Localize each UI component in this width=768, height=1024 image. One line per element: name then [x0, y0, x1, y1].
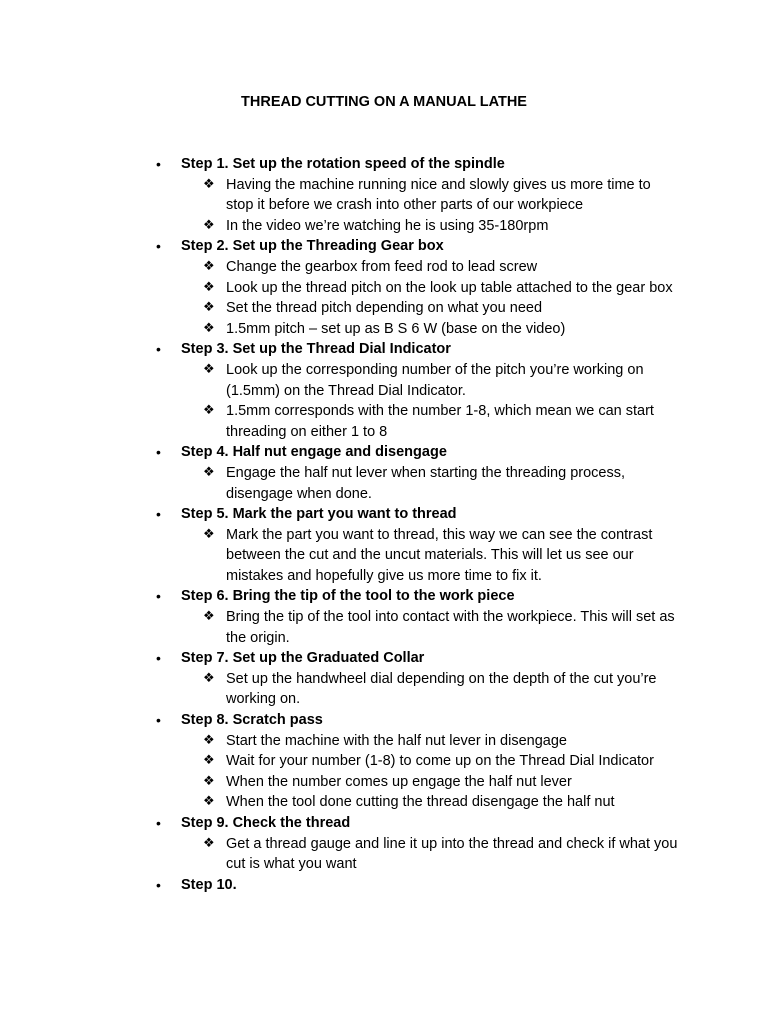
- sub-item-text: Get a thread gauge and line it up into the thread and check if what you cut is what you want: [226, 835, 678, 873]
- diamond-bullet-icon: ❖: [203, 609, 215, 625]
- bullet-icon: •: [156, 238, 161, 255]
- sub-item: [0, 834, 768, 875]
- sub-list: [0, 257, 768, 339]
- sub-item-text: When the number comes up engage the half nut lever: [226, 773, 572, 790]
- bullet-icon: •: [156, 341, 161, 358]
- step-heading: [0, 586, 768, 607]
- sub-item: [0, 731, 768, 752]
- diamond-bullet-icon: ❖: [203, 526, 215, 542]
- sub-item-text: Wait for your number (1-8) to come up on the Thread Dial Indicator: [226, 753, 654, 770]
- bullet-icon: •: [156, 876, 161, 893]
- sub-list: [0, 463, 768, 504]
- sub-list: [0, 525, 768, 587]
- sub-item: [0, 278, 768, 299]
- sub-item: [0, 792, 768, 813]
- diamond-bullet-icon: ❖: [203, 670, 215, 686]
- step-heading-text: Step 2. Set up the Threading Gear box: [181, 238, 444, 255]
- sub-list: [0, 175, 768, 237]
- diamond-bullet-icon: ❖: [203, 732, 215, 748]
- diamond-bullet-icon: ❖: [203, 300, 215, 316]
- bullet-icon: •: [156, 156, 161, 172]
- step-heading: [0, 442, 768, 463]
- diamond-bullet-icon: ❖: [203, 217, 215, 233]
- sub-item-text: Mark the part you want to thread, this way we can see the contrast between the cut and the uncut materials. This will let us see our mistakes and hopefully give us more time to fix it.: [226, 526, 653, 584]
- step-heading-text: Step 9. Check the thread: [181, 815, 351, 831]
- step-heading-text: Step 5. Mark the part you want to thread: [181, 506, 457, 523]
- step-heading-text: Step 1. Set up the rotation speed of the spindle: [181, 156, 505, 172]
- sub-item: [0, 175, 768, 216]
- bullet-icon: •: [156, 650, 161, 667]
- step-item: [0, 875, 768, 896]
- bullet-icon: •: [156, 588, 161, 605]
- sub-item-text: Having the machine running nice and slowly gives us more time to stop it before we crash into other parts of our workpiece: [226, 176, 651, 214]
- sub-item-text: When the tool done cutting the thread disengage the half nut: [226, 794, 615, 811]
- diamond-bullet-icon: ❖: [203, 403, 215, 419]
- sub-item-text: Set the thread pitch depending on what you need: [226, 300, 543, 317]
- step-heading: [0, 875, 768, 896]
- step-item: [0, 154, 768, 236]
- sub-item-text: Look up the thread pitch on the look up table attached to the gear box: [226, 279, 673, 296]
- sub-item: [0, 319, 768, 340]
- diamond-bullet-icon: ❖: [203, 361, 215, 377]
- step-heading: [0, 154, 768, 175]
- step-heading: [0, 504, 768, 525]
- diamond-bullet-icon: ❖: [203, 320, 215, 336]
- step-heading-text: Step 6. Bring the tip of the tool to the work piece: [181, 588, 515, 605]
- step-item: [0, 710, 768, 813]
- sub-item: [0, 607, 768, 648]
- bullet-icon: •: [156, 444, 161, 461]
- sub-list: [0, 607, 768, 648]
- step-heading-text: Step 4. Half nut engage and disengage: [181, 444, 447, 461]
- diamond-bullet-icon: ❖: [203, 773, 215, 789]
- sub-list: [0, 834, 768, 875]
- step-heading: [0, 648, 768, 669]
- step-heading-text: Step 7. Set up the Graduated Collar: [181, 650, 425, 667]
- sub-item: [0, 772, 768, 793]
- sub-item: [0, 669, 768, 710]
- sub-item: [0, 751, 768, 772]
- step-heading-text: Step 3. Set up the Thread Dial Indicator: [181, 341, 451, 358]
- diamond-bullet-icon: ❖: [203, 753, 215, 769]
- diamond-bullet-icon: ❖: [203, 464, 215, 480]
- sub-list: [0, 669, 768, 710]
- sub-item: [0, 463, 768, 504]
- document-title: THREAD CUTTING ON A MANUAL LATHE: [241, 94, 527, 110]
- sub-item-text: Look up the corresponding number of the pitch you’re working on (1.5mm) on the Thread Dial Indicator.: [226, 361, 644, 399]
- sub-item-text: 1.5mm pitch – set up as B S 6 W (base on the video): [226, 320, 566, 337]
- sub-item-text: Set up the handwheel dial depending on the depth of the cut you’re working on.: [226, 670, 657, 708]
- step-heading: [0, 236, 768, 257]
- sub-item: [0, 525, 768, 587]
- sub-item-text: 1.5mm corresponds with the number 1-8, which mean we can start threading on either 1 to 8: [226, 403, 654, 440]
- sub-item-text: Bring the tip of the tool into contact with the workpiece. This will set as the origin.: [226, 609, 675, 646]
- diamond-bullet-icon: ❖: [203, 835, 215, 851]
- diamond-bullet-icon: ❖: [203, 279, 215, 295]
- sub-list: [0, 360, 768, 442]
- step-heading-text: Step 8. Scratch pass: [181, 712, 323, 729]
- step-list: [0, 154, 768, 895]
- sub-item: [0, 401, 768, 442]
- sub-item: [0, 360, 768, 401]
- bullet-icon: •: [156, 815, 161, 831]
- step-item: [0, 236, 768, 339]
- bullet-icon: •: [156, 506, 161, 523]
- sub-item: [0, 257, 768, 278]
- sub-item-text: In the video we’re watching he is using 35-180rpm: [226, 217, 549, 234]
- step-item: [0, 442, 768, 504]
- bullet-icon: •: [156, 712, 161, 729]
- step-item: [0, 586, 768, 648]
- diamond-bullet-icon: ❖: [203, 176, 215, 192]
- sub-list: [0, 731, 768, 813]
- diamond-bullet-icon: ❖: [203, 258, 215, 274]
- step-item: [0, 339, 768, 442]
- step-heading: [0, 710, 768, 731]
- step-heading-text: Step 10.: [181, 876, 237, 893]
- step-heading: [0, 339, 768, 360]
- sub-item: [0, 298, 768, 319]
- step-item: [0, 813, 768, 875]
- sub-item-text: Start the machine with the half nut lever in disengage: [226, 732, 567, 749]
- sub-item: [0, 216, 768, 237]
- sub-item-text: Change the gearbox from feed rod to lead screw: [226, 258, 538, 275]
- step-item: [0, 648, 768, 710]
- step-item: [0, 504, 768, 586]
- step-heading: [0, 813, 768, 834]
- diamond-bullet-icon: ❖: [203, 794, 215, 810]
- sub-item-text: Engage the half nut lever when starting the threading process, disengage when done.: [226, 464, 626, 502]
